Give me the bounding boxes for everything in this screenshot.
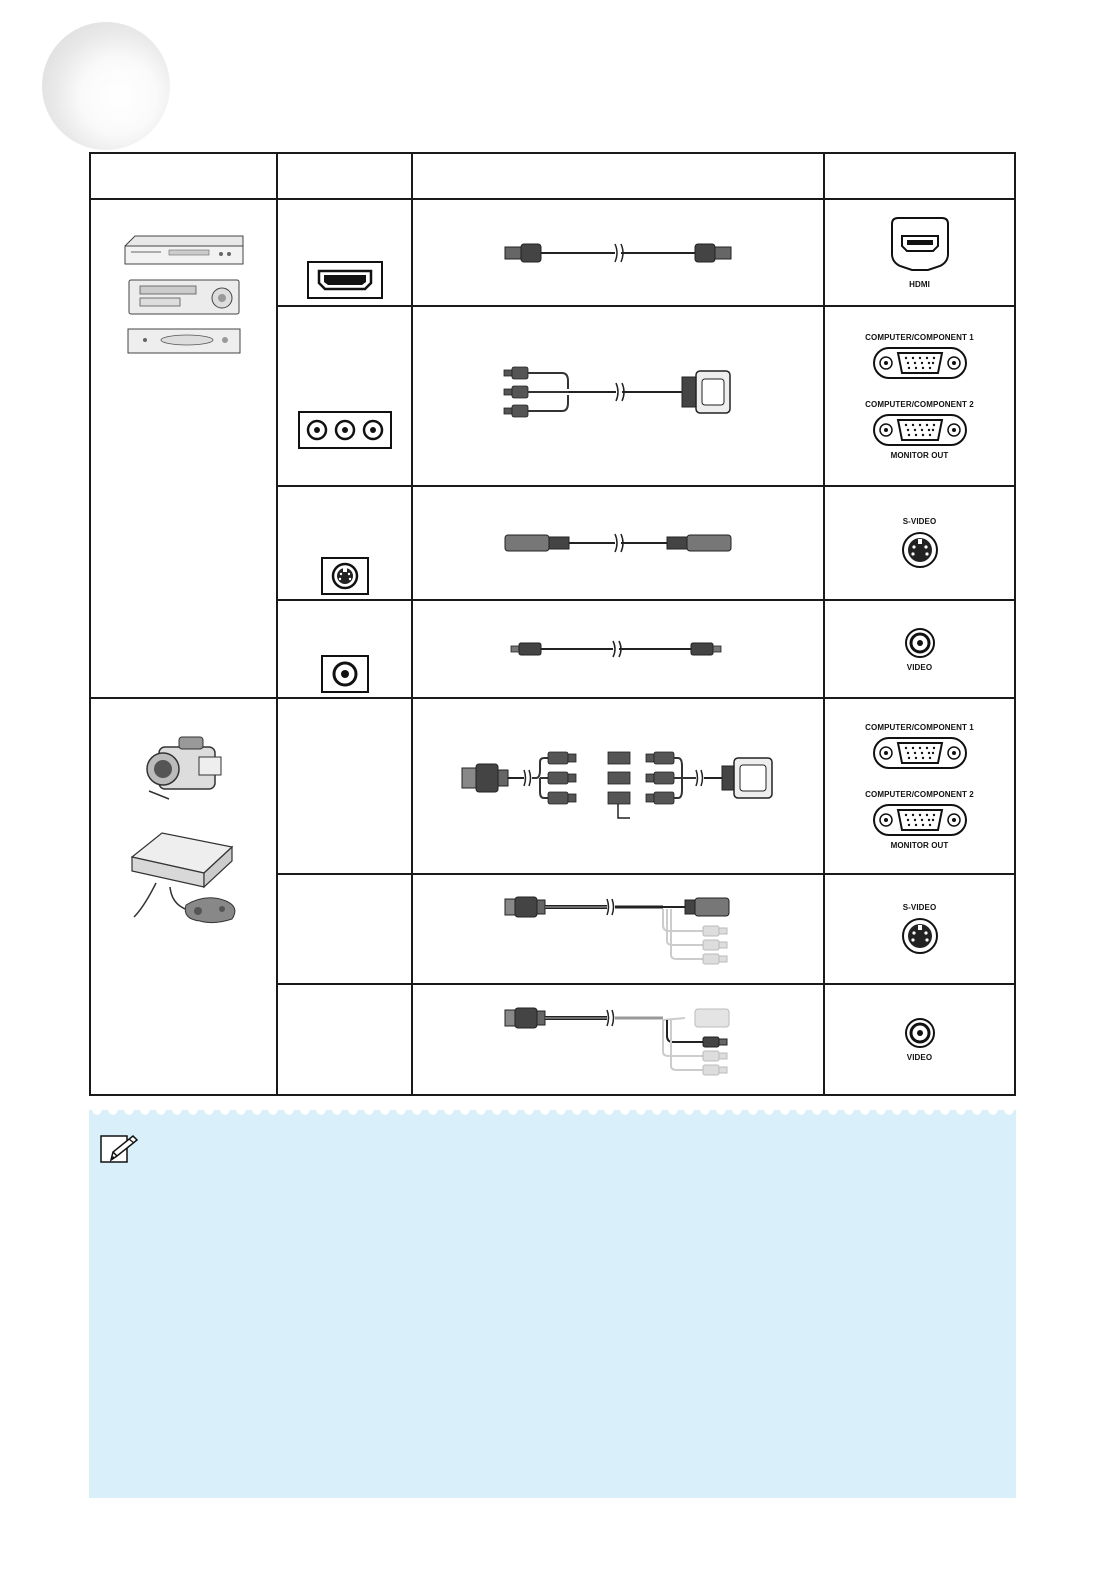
cable-cell <box>412 874 824 984</box>
video-cable-icon <box>509 640 727 658</box>
projector-terminal-cell <box>824 486 1015 600</box>
hdmi-terminal-icon <box>888 216 952 272</box>
section-header-circle <box>42 22 170 150</box>
equipment-cell-av-devices <box>90 698 277 1095</box>
component-rca-port-icon <box>298 411 392 449</box>
terminal-cell <box>277 600 412 698</box>
video-label: VIDEO <box>906 662 933 672</box>
video-terminal-icon <box>904 627 936 659</box>
header-projector-terminal <box>824 153 1015 199</box>
terminal-cell <box>277 199 412 306</box>
header-terminal <box>277 153 412 199</box>
game-console-icon <box>122 827 246 927</box>
hdmi-port-icon <box>307 261 383 299</box>
monitor-out-label: MONITOR OUT <box>890 840 949 850</box>
terminal-cell <box>277 874 412 984</box>
cable-cell <box>412 199 824 306</box>
s-video-cable-icon <box>503 532 733 554</box>
projector-terminal-cell <box>824 600 1015 698</box>
cable-cell <box>412 984 824 1095</box>
vcr-icon <box>126 276 242 318</box>
pencil-note-icon <box>97 1130 141 1170</box>
dsub-terminal-1-icon <box>872 736 968 770</box>
av-to-video-cable-icon <box>503 1002 733 1078</box>
av-to-s-video-cable-icon <box>503 891 733 967</box>
table-row <box>90 199 1015 306</box>
computer-component-2-label: COMPUTER/COMPONENT 2 <box>865 399 974 409</box>
table-row <box>90 698 1015 874</box>
projector-terminal-cell <box>824 199 1015 306</box>
cable-cell <box>412 600 824 698</box>
set-top-box-icon <box>125 326 243 356</box>
s-video-label: S-VIDEO <box>902 516 937 526</box>
projector-terminal-cell <box>824 984 1015 1095</box>
camcorder-icon <box>139 733 229 803</box>
monitor-out-label: MONITOR OUT <box>890 450 949 460</box>
header-equipment <box>90 153 277 199</box>
computer-component-1-label: COMPUTER/COMPONENT 1 <box>865 722 974 732</box>
projector-terminal-cell <box>824 698 1015 874</box>
s-video-terminal-icon <box>900 530 940 570</box>
s-video-label: S-VIDEO <box>902 902 937 912</box>
terminal-cell <box>277 984 412 1095</box>
dsub-terminal-1-icon <box>872 346 968 380</box>
table-header-row <box>90 153 1015 199</box>
av-adapter-to-dsub-cable-icon <box>460 748 776 824</box>
s-video-terminal-icon <box>900 916 940 956</box>
equipment-cell-video-devices <box>90 199 277 698</box>
terminal-cell <box>277 306 412 486</box>
video-terminal-icon <box>904 1017 936 1049</box>
s-video-port-icon <box>321 557 369 595</box>
cable-cell <box>412 306 824 486</box>
projector-terminal-cell <box>824 874 1015 984</box>
header-cable <box>412 153 824 199</box>
terminal-cell <box>277 486 412 600</box>
connection-table <box>89 152 1016 1096</box>
dsub-terminal-2-icon <box>872 413 968 447</box>
terminal-cell <box>277 698 412 874</box>
hdmi-label: HDMI <box>909 280 930 289</box>
dsub-terminal-2-icon <box>872 803 968 837</box>
computer-component-1-label: COMPUTER/COMPONENT 1 <box>865 332 974 342</box>
video-label: VIDEO <box>906 1053 933 1062</box>
note-box <box>89 1110 1016 1498</box>
cable-cell <box>412 698 824 874</box>
dvd-player-icon <box>121 232 247 268</box>
cable-cell <box>412 486 824 600</box>
hdmi-cable-icon <box>503 238 733 268</box>
projector-terminal-cell <box>824 306 1015 486</box>
note-border-decoration <box>89 1110 1016 1120</box>
composite-video-port-icon <box>321 655 369 693</box>
computer-component-2-label: COMPUTER/COMPONENT 2 <box>865 789 974 799</box>
component-to-dsub-cable-icon <box>502 359 734 433</box>
